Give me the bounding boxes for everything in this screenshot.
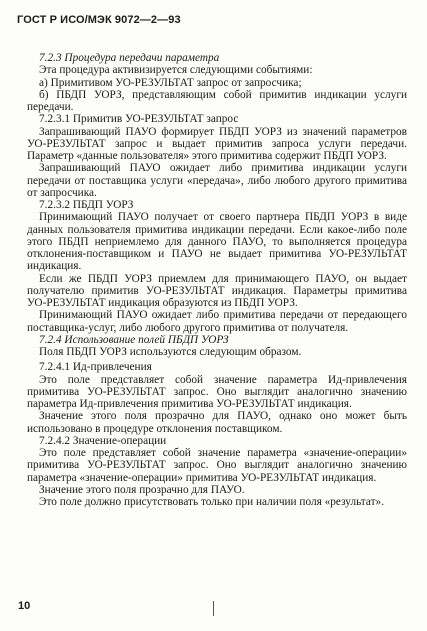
section-heading-7-2-3-1: 7.2.3.1 Примитив УО-РЕЗУЛЬТАТ запрос [39, 113, 239, 126]
page-number: 10 [18, 600, 31, 612]
list-item: а) Примитивом УО-РЕЗУЛЬТАТ запрос от запросчика; [39, 76, 302, 89]
crop-mark [213, 601, 214, 616]
paragraph: Это поле должно присутствовать только при наличии поля «результат». [39, 496, 385, 508]
paragraph: Принимающий ПАУО получает от своего партнера ПБДП УОРЗ в виде данных пользователя примитива индикации передачи. Если какое-либо поле этого ПБДП неприемлемо для данного ПАУО, то выполняется процедура отклонения-поставщиком и ПАУО не выдает примитива УО-РЕЗУЛЬТАТ индикация. [27, 211, 407, 273]
section-heading-7-2-4-2: 7.2.4.2 Значение-операции [39, 434, 167, 447]
section-heading-7-2-4: 7.2.4 Использование полей ПБДП УОРЗ [39, 333, 229, 346]
paragraph: Запрашивающий ПАУО ожидает либо примитива индикации услуги передачи от поставщика услуги «передача», либо любого другого примитива от запросчика. [27, 162, 407, 199]
paragraph: Если же ПБДП УОРЗ приемлем для принимающего ПАУО, он выдает получателю примитив УО-РЕЗУЛЬТАТ индикация. Параметры примитива УО-РЕЗУЛЬТАТ индикация образуются из ПБДП УОРЗ. [27, 272, 407, 309]
page-header: ГОСТ Р ИСО/МЭК 9072—2—93 [17, 14, 181, 26]
paragraph: Значение этого поля прозрачно для ПАУО, однако оно может быть использовано в процедуре отклонения поставщиком. [27, 410, 407, 435]
paragraph: Значение этого поля прозрачно для ПАУО. [39, 483, 245, 496]
paragraph: Это поле представляет собой значение параметра Ид-привлечения примитива УО-РЕЗУЛЬТАТ запрос. Оно выглядит аналогично значению параметра Ид-привлечения примитива УО-РЕЗУЛЬТАТ индикация. [27, 373, 407, 410]
list-item: б) ПБДП УОРЗ, представляющим собой примитив индикации услуги передачи. [27, 88, 407, 113]
paragraph: Запрашивающий ПАУО формирует ПБДП УОРЗ из значений параметров УО-РЕЗУЛЬТАТ запрос и выдает примитив запроса услуги передачи. Параметр «данные пользователя» этого примитива содержит ПБДП УОРЗ. [27, 125, 407, 162]
section-heading-7-2-3-2: 7.2.3.2 ПБДП УОРЗ [39, 199, 134, 211]
paragraph: Поля ПБДП УОРЗ используются следующим образом. [39, 346, 302, 358]
paragraph: Принимающий ПАУО ожидает либо примитива передачи от передающего поставщика-услуг, либо любого другого примитива от получателя. [27, 309, 407, 334]
paragraph: Это поле представляет собой значение параметра «значение-операции» примитива УО-РЕЗУЛЬТАТ запрос. Оно выглядит аналогично значению параметра «значение-операции» примитива УО-РЕЗУЛЬТАТ индикация. [27, 447, 407, 484]
paragraph: Эта процедура активизируется следующими событиями: [39, 64, 313, 77]
section-heading-7-2-3: 7.2.3 Процедура передачи параметра [39, 52, 220, 64]
document-body [27, 52, 407, 508]
section-heading-7-2-4-1: 7.2.4.1 Ид-привлечения [39, 361, 152, 374]
